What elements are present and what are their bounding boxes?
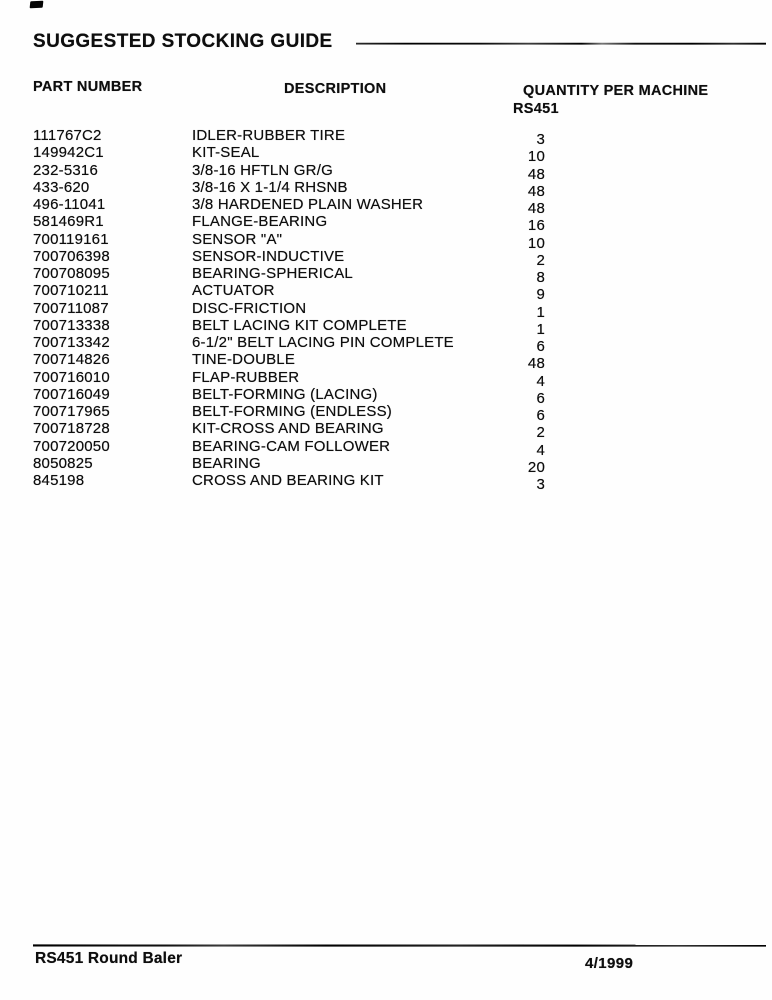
description-cell: BELT LACING KIT COMPLETE (192, 316, 407, 334)
table-row (0, 247, 772, 269)
part-number-cell: 149942C1 (33, 144, 104, 162)
part-number-cell: 581469R1 (33, 213, 104, 231)
part-number-cell: 700717965 (33, 403, 110, 420)
table-row (0, 178, 772, 200)
table-row (0, 420, 772, 442)
quantity-cell: 48 (527, 355, 545, 373)
quantity-cell: 2 (536, 251, 545, 269)
quantity-cell: 1 (536, 303, 545, 321)
quantity-cell: 1 (536, 320, 545, 338)
quantity-cell: 9 (536, 286, 545, 304)
part-number-cell: 700706398 (33, 247, 110, 265)
part-number-cell: 433-620 (33, 178, 90, 196)
table-row (0, 454, 772, 476)
quantity-cell: 4 (536, 372, 545, 390)
description-cell: 3/8-16 X 1-1/4 RHSNB (192, 178, 348, 196)
table-row (0, 230, 772, 252)
quantity-cell: 4 (536, 441, 545, 459)
part-number-cell: 496-11041 (33, 196, 106, 213)
description-cell: FLANGE-BEARING (192, 213, 328, 231)
column-header-part-number: PART NUMBER (33, 79, 143, 95)
table-row (0, 368, 772, 390)
description-cell: SENSOR-INDUCTIVE (192, 247, 345, 265)
column-header-machine-model: RS451 (513, 101, 559, 117)
quantity-cell: 10 (527, 148, 545, 166)
part-number-cell: 700710211 (33, 282, 109, 300)
description-cell: BEARING-CAM FOLLOWER (192, 437, 391, 455)
description-cell: TINE-DOUBLE (192, 351, 296, 369)
description-cell: CROSS AND BEARING KIT (192, 472, 384, 489)
table-row (0, 334, 772, 355)
part-number-cell: 700720050 (33, 437, 110, 455)
table-row (0, 437, 772, 459)
description-cell: FLAP-RUBBER (192, 368, 300, 386)
quantity-cell: 3 (536, 131, 545, 148)
description-cell: BEARING-SPHERICAL (192, 265, 353, 282)
column-header-description: DESCRIPTION (284, 81, 387, 97)
part-number-cell: 700714826 (33, 351, 110, 369)
table-row (0, 403, 772, 424)
quantity-cell: 10 (527, 234, 545, 252)
part-number-cell: 700718728 (33, 420, 110, 438)
table-row (0, 299, 772, 321)
table-row (0, 265, 772, 286)
table-row (0, 127, 772, 148)
quantity-cell: 48 (527, 165, 545, 183)
description-cell: 3/8-16 HFTLN GR/G (192, 161, 333, 179)
table-row (0, 282, 772, 304)
page-title: SUGGESTED STOCKING GUIDE (33, 31, 333, 52)
quantity-cell: 8 (536, 269, 545, 286)
quantity-cell: 6 (536, 389, 545, 407)
quantity-cell: 6 (536, 338, 545, 355)
part-number-cell: 845198 (33, 472, 85, 489)
table-row (0, 213, 772, 235)
table-row (0, 144, 772, 166)
table-row (0, 316, 772, 338)
description-cell: BEARING (192, 454, 261, 472)
part-number-cell: 232-5316 (33, 161, 98, 179)
quantity-cell: 48 (527, 182, 545, 200)
footer-rule-line (33, 944, 766, 948)
table-row (0, 161, 772, 183)
description-cell: 3/8 HARDENED PLAIN WASHER (192, 196, 424, 213)
quantity-cell: 6 (536, 407, 545, 424)
table-row (0, 351, 772, 373)
title-rule-line (356, 42, 766, 46)
description-cell: DISC-FRICTION (192, 299, 307, 317)
part-number-cell: 700716010 (33, 368, 110, 386)
parts-table-body (0, 127, 772, 493)
quantity-cell: 16 (527, 217, 545, 235)
table-row (0, 472, 772, 493)
quantity-cell: 2 (536, 424, 545, 442)
column-header-quantity: QUANTITY PER MACHINE (523, 83, 709, 99)
description-cell: BELT-FORMING (LACING) (192, 385, 378, 403)
description-cell: BELT-FORMING (ENDLESS) (192, 403, 392, 420)
footer-document-name: RS451 Round Baler (35, 950, 183, 967)
description-cell: IDLER-RUBBER TIRE (192, 127, 346, 144)
part-number-cell: 111767C2 (33, 127, 102, 144)
part-number-cell: 700713342 (33, 334, 110, 351)
part-number-cell: 700713338 (33, 316, 110, 334)
part-number-cell: 700716049 (33, 385, 110, 403)
table-row (0, 385, 772, 407)
description-cell: KIT-SEAL (192, 144, 260, 162)
footer-date: 4/1999 (585, 955, 634, 972)
description-cell: 6-1/2" BELT LACING PIN COMPLETE (192, 334, 454, 351)
scan-artifact-mark (30, 1, 44, 8)
part-number-cell: 700119161 (33, 230, 109, 248)
quantity-cell: 3 (536, 476, 545, 493)
quantity-cell: 20 (527, 458, 545, 476)
part-number-cell: 8050825 (33, 454, 93, 472)
description-cell: ACTUATOR (192, 282, 275, 300)
description-cell: SENSOR "A" (192, 230, 283, 248)
table-row (0, 196, 772, 217)
part-number-cell: 700711087 (33, 299, 109, 317)
description-cell: KIT-CROSS AND BEARING (192, 420, 384, 438)
part-number-cell: 700708095 (33, 265, 110, 282)
quantity-cell: 48 (527, 200, 545, 217)
